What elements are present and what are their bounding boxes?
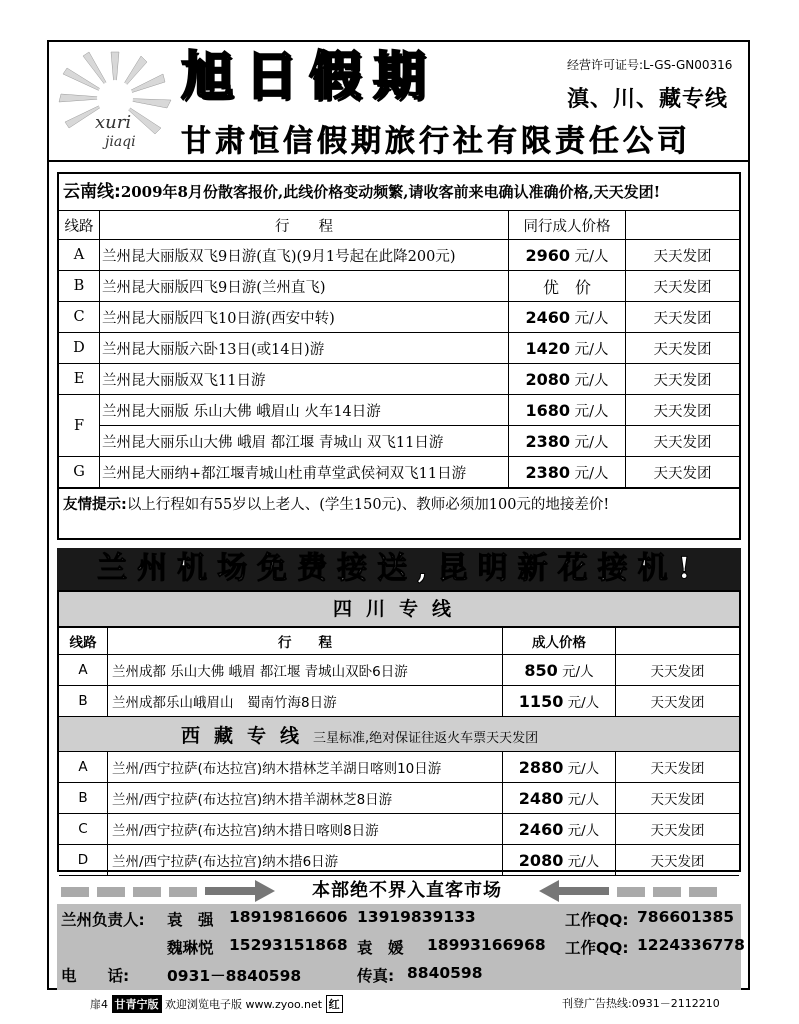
divider xyxy=(133,887,161,897)
brand-title: 旭日假期 xyxy=(181,47,438,107)
route-price: 优 价 xyxy=(509,271,626,302)
route-id: A xyxy=(59,240,100,271)
divider xyxy=(689,887,717,897)
route-id: F xyxy=(59,395,100,457)
route-desc: 兰州/西宁拉萨(布达拉宫)纳木措6日游 xyxy=(108,845,503,876)
qq-number: 1224336778 xyxy=(637,936,745,954)
contact-name: 袁 媛 xyxy=(357,939,404,957)
route-id: C xyxy=(59,814,108,845)
logo-text-jiaqi: jiaqi xyxy=(105,134,136,150)
tel-number: 0931－8840598 xyxy=(167,967,302,985)
header xyxy=(49,42,748,162)
slogan: 本部绝不界入直客市场 xyxy=(312,880,502,901)
yunnan-section xyxy=(57,172,741,540)
table-row xyxy=(59,240,739,271)
advertisement-frame xyxy=(47,40,750,990)
column-header: 行 程 xyxy=(108,628,503,655)
table-row xyxy=(59,655,739,686)
tip-text: 以上行程如有55岁以上老人、(学生150元)、教师必须加100元的地接差价! xyxy=(126,497,610,513)
fax-label: 传真: xyxy=(357,967,395,985)
column-header: 同行成人价格 xyxy=(509,211,626,240)
table-row xyxy=(59,302,739,333)
arrow-left-icon xyxy=(539,880,609,902)
specialty-lines: 滇、川、藏专线 xyxy=(567,86,729,112)
tip-label: 友情提示: xyxy=(63,497,127,513)
route-desc: 兰州成都 乐山大佛 峨眉 都江堰 青城山双卧6日游 xyxy=(108,655,503,686)
qq-number: 786601385 xyxy=(637,908,735,926)
route-id: C xyxy=(59,302,100,333)
route-schedule: 天天发团 xyxy=(626,333,740,364)
tel-label: 电 话: xyxy=(61,967,130,985)
route-id: A xyxy=(59,752,108,783)
route-schedule: 天天发团 xyxy=(626,240,740,271)
route-desc: 兰州昆大丽版双飞11日游 xyxy=(100,364,509,395)
route-price: 2880 元/人 xyxy=(503,752,616,783)
route-id: B xyxy=(59,686,108,717)
table-row xyxy=(59,457,739,488)
route-id: B xyxy=(59,271,100,302)
tibet-title xyxy=(59,717,739,752)
route-schedule: 天天发团 xyxy=(626,364,740,395)
contact-name: 袁 强 xyxy=(167,911,214,929)
route-price: 2080 元/人 xyxy=(509,364,626,395)
license-number: 经营许可证号:L-GS-GN00316 xyxy=(567,58,733,72)
table-row xyxy=(59,783,739,814)
route-price: 1420 元/人 xyxy=(509,333,626,364)
route-price: 2960 元/人 xyxy=(509,240,626,271)
route-price: 2460 元/人 xyxy=(509,302,626,333)
ad-hotline: 刊登广告热线:0931－2112210 xyxy=(562,997,720,1010)
route-schedule: 天天发团 xyxy=(626,457,740,488)
route-id: D xyxy=(59,333,100,364)
tibet-title-text: 西藏专线 xyxy=(181,724,314,747)
slogan-row xyxy=(57,876,741,906)
yunnan-notice: 2009年8月份散客报价,此线价格变动频繁,请收客前来电确认准确价格,天天发团! xyxy=(120,183,661,201)
table-header-row xyxy=(59,211,739,240)
route-price: 2480 元/人 xyxy=(503,783,616,814)
route-desc: 兰州昆大丽版六卧13日(或14日)游 xyxy=(100,333,509,364)
yunnan-title xyxy=(59,174,739,211)
yunnan-table xyxy=(59,211,739,488)
arrow-right-icon xyxy=(205,880,275,902)
page-number: 扉4 xyxy=(90,998,108,1011)
route-schedule: 天天发团 xyxy=(626,426,740,457)
column-header: 行 程 xyxy=(100,211,509,240)
tibet-title-row xyxy=(59,717,739,752)
airport-pickup-banner: 兰州机场免费接送,昆明新花接机! xyxy=(57,548,741,590)
divider xyxy=(653,887,681,897)
table-row xyxy=(59,395,739,426)
color-tag: 红 xyxy=(326,995,343,1013)
table-row xyxy=(59,814,739,845)
table-row xyxy=(59,364,739,395)
welcome-text: 欢迎浏览电子版 www.zyoo.net xyxy=(165,998,323,1011)
footer-left xyxy=(90,995,343,1013)
tibet-subtitle: 三星标准,绝对保证往返火车票天天发团 xyxy=(313,730,539,746)
route-price: 2380 元/人 xyxy=(509,457,626,488)
sichuan-title: 四川专线 xyxy=(59,592,739,627)
divider xyxy=(97,887,125,897)
table-row xyxy=(59,426,739,457)
route-schedule: 天天发团 xyxy=(616,686,740,717)
route-id: B xyxy=(59,783,108,814)
route-desc: 兰州昆大丽版 乐山大佛 峨眉山 火车14日游 xyxy=(100,395,509,426)
route-schedule: 天天发团 xyxy=(616,783,740,814)
friendly-tip xyxy=(59,488,739,521)
route-schedule: 天天发团 xyxy=(616,655,740,686)
sun-logo-icon xyxy=(55,48,175,153)
contact-head-label: 兰州负责人: xyxy=(61,911,145,929)
route-price: 1680 元/人 xyxy=(509,395,626,426)
contact-name: 魏琳悦 xyxy=(167,939,214,957)
yunnan-label: 云南线: xyxy=(63,182,121,202)
route-desc: 兰州昆大丽版双飞9日游(直飞)(9月1号起在此降200元) xyxy=(100,240,509,271)
column-header: 线路 xyxy=(59,211,100,240)
fax-number: 8840598 xyxy=(407,964,483,982)
edition-tag: 甘青宁版 xyxy=(112,995,162,1013)
table-row xyxy=(59,686,739,717)
column-header xyxy=(626,211,740,240)
contact-phone: 15293151868 xyxy=(229,936,348,954)
column-header: 线路 xyxy=(59,628,108,655)
route-schedule: 天天发团 xyxy=(616,752,740,783)
contact-phone: 18993166968 xyxy=(427,936,546,954)
route-price: 2460 元/人 xyxy=(503,814,616,845)
route-desc: 兰州昆大丽版四飞10日游(西安中转) xyxy=(100,302,509,333)
route-schedule: 天天发团 xyxy=(626,395,740,426)
route-id: G xyxy=(59,457,100,488)
qq-label: 工作QQ: xyxy=(565,911,629,929)
route-price: 2080 元/人 xyxy=(503,845,616,876)
contact-phone: 13919839133 xyxy=(357,908,476,926)
table-header-row xyxy=(59,628,739,655)
route-schedule: 天天发团 xyxy=(616,814,740,845)
logo-text-xuri: xuri xyxy=(95,112,132,133)
route-price: 1150 元/人 xyxy=(503,686,616,717)
route-desc: 兰州昆大丽纳+都江堰青城山杜甫草堂武侯祠双飞11日游 xyxy=(100,457,509,488)
route-id: D xyxy=(59,845,108,876)
company-name: 甘肃恒信假期旅行社有限责任公司 xyxy=(181,124,691,159)
contact-phone: 18919816606 xyxy=(229,908,348,926)
route-desc: 兰州/西宁拉萨(布达拉宫)纳木措羊湖林芝8日游 xyxy=(108,783,503,814)
table-row xyxy=(59,752,739,783)
route-desc: 兰州昆大丽乐山大佛 峨眉 都江堰 青城山 双飞11日游 xyxy=(100,426,509,457)
route-schedule: 天天发团 xyxy=(626,271,740,302)
divider xyxy=(169,887,197,897)
route-desc: 兰州/西宁拉萨(布达拉宫)纳木措林芝羊湖日喀则10日游 xyxy=(108,752,503,783)
route-desc: 兰州成都乐山峨眉山 蜀南竹海8日游 xyxy=(108,686,503,717)
sichuan-table xyxy=(59,627,739,876)
route-price: 850 元/人 xyxy=(503,655,616,686)
column-header xyxy=(616,628,740,655)
divider xyxy=(617,887,645,897)
route-id: A xyxy=(59,655,108,686)
route-id: E xyxy=(59,364,100,395)
route-desc: 兰州昆大丽版四飞9日游(兰州直飞) xyxy=(100,271,509,302)
sichuan-tibet-section xyxy=(57,590,741,872)
table-row xyxy=(59,271,739,302)
table-row xyxy=(59,845,739,876)
table-row xyxy=(59,333,739,364)
route-desc: 兰州/西宁拉萨(布达拉宫)纳木措日喀则8日游 xyxy=(108,814,503,845)
route-price: 2380 元/人 xyxy=(509,426,626,457)
route-schedule: 天天发团 xyxy=(616,845,740,876)
divider xyxy=(61,887,89,897)
contact-block xyxy=(57,904,745,990)
column-header: 成人价格 xyxy=(503,628,616,655)
route-schedule: 天天发团 xyxy=(626,302,740,333)
qq-label: 工作QQ: xyxy=(565,939,629,957)
